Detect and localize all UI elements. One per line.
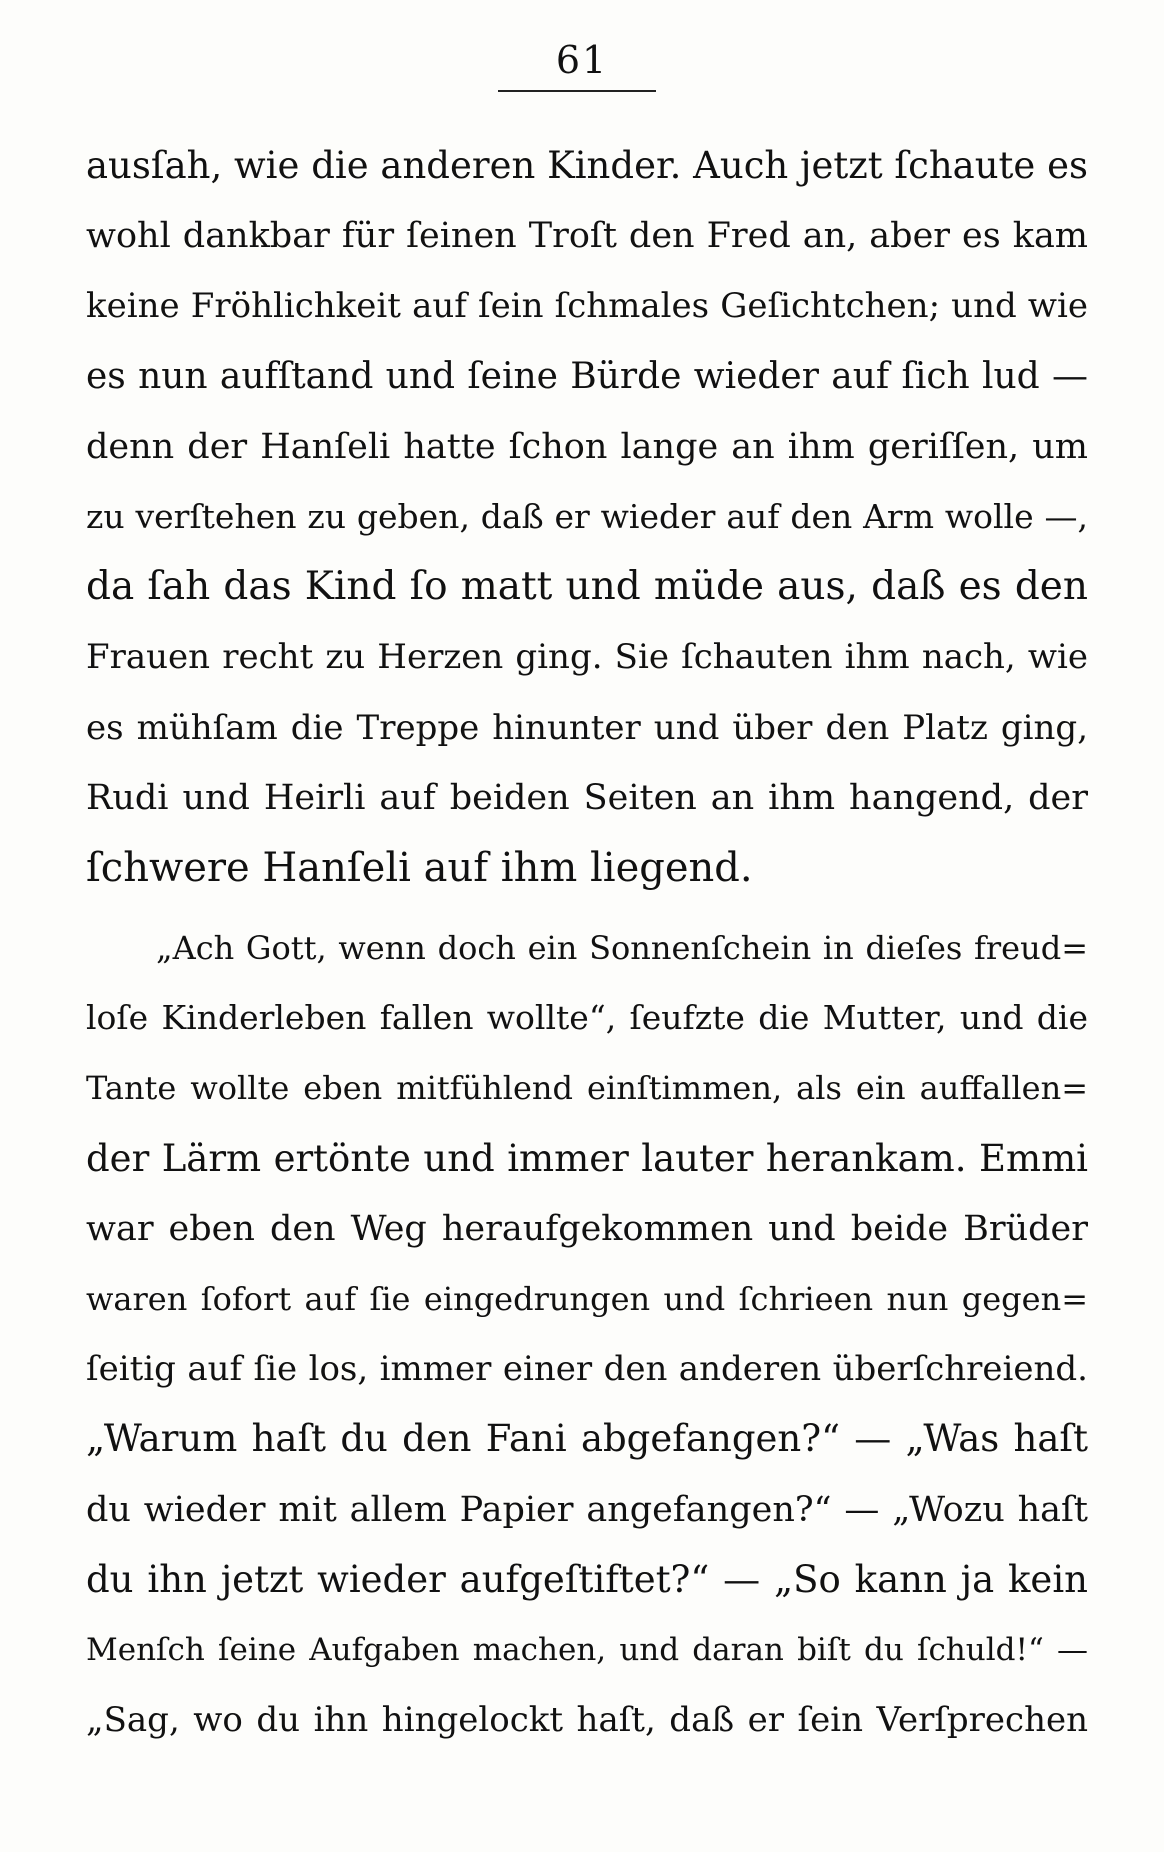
text-line: keine Fröhlichkeit auf ſein ſchmales Geſichtchen; und wie	[86, 286, 1088, 327]
text-line: du wieder mit allem Papier angefangen?“ — „Wozu haſt	[86, 1489, 1088, 1530]
text-line: der Lärm ertönte und immer lauter herankam. Emmi	[86, 1136, 1088, 1180]
text-line: „Sag, wo du ihn hingelockt haſt, daß er ſein Verſprechen	[86, 1700, 1088, 1741]
text-line: Menſch ſeine Aufgaben machen, und daran biſt du ſchuld!“ —	[86, 1631, 1088, 1668]
text-line: waren ſofort auf ſie eingedrungen und ſchrieen nun gegen=	[86, 1280, 1088, 1318]
page-number: 61	[555, 38, 609, 82]
header-rule	[498, 90, 656, 92]
text-line: ſeitig auf ſie los, immer einer den anderen überſchreiend.	[86, 1349, 1088, 1390]
text-line: es nun aufſtand und ſeine Bürde wieder auf ſich lud —	[86, 355, 1088, 397]
text-line: „Ach Gott, wenn doch ein Sonnenſchein in dieſes freud=	[156, 929, 1088, 968]
text-line: es mühſam die Treppe hinunter und über den Platz ging,	[86, 707, 1088, 748]
text-line: zu verſtehen zu geben, daß er wieder auf den Arm wolle —,	[86, 496, 1088, 536]
body-text	[86, 131, 1088, 1755]
text-line: du ihn jetzt wieder aufgeſtiftet?“ — „So kann ja kein	[86, 1557, 1088, 1601]
text-line: ſchwere Hanſeli auf ihm liegend.	[86, 844, 753, 891]
paragraph-gap	[86, 903, 1088, 913]
text-line: loſe Kinderleben fallen wollte“, ſeufzte die Mutter, und die	[86, 998, 1088, 1038]
text-line: da ſah das Kind ſo matt und müde aus, daß es den	[86, 564, 1088, 610]
paragraph	[86, 131, 1088, 903]
text-line: wohl dankbar für ſeinen Troſt den Fred an, aber es kam	[86, 216, 1088, 257]
text-line: war eben den Weg heraufgekommen und beide Brüder	[86, 1208, 1088, 1249]
text-line: Frauen recht zu Herzen ging. Sie ſchauten ihm nach, wie	[86, 637, 1088, 678]
text-line: denn der Hanſeli hatte ſchon lange an ihm geriſſen, um	[86, 426, 1088, 467]
text-line: Tante wollte eben mitfühlend einſtimmen, als ein auffallen=	[86, 1069, 1088, 1108]
paragraph	[86, 913, 1088, 1755]
text-line: ausſah, wie die anderen Kinder. Auch jetzt ſchaute es	[86, 144, 1088, 187]
text-line: „Warum haſt du den Fani abgefangen?“ — „Was haſt	[86, 1417, 1088, 1461]
text-line: Rudi und Heirli auf beiden Seiten an ihm hangend, der	[86, 777, 1088, 818]
